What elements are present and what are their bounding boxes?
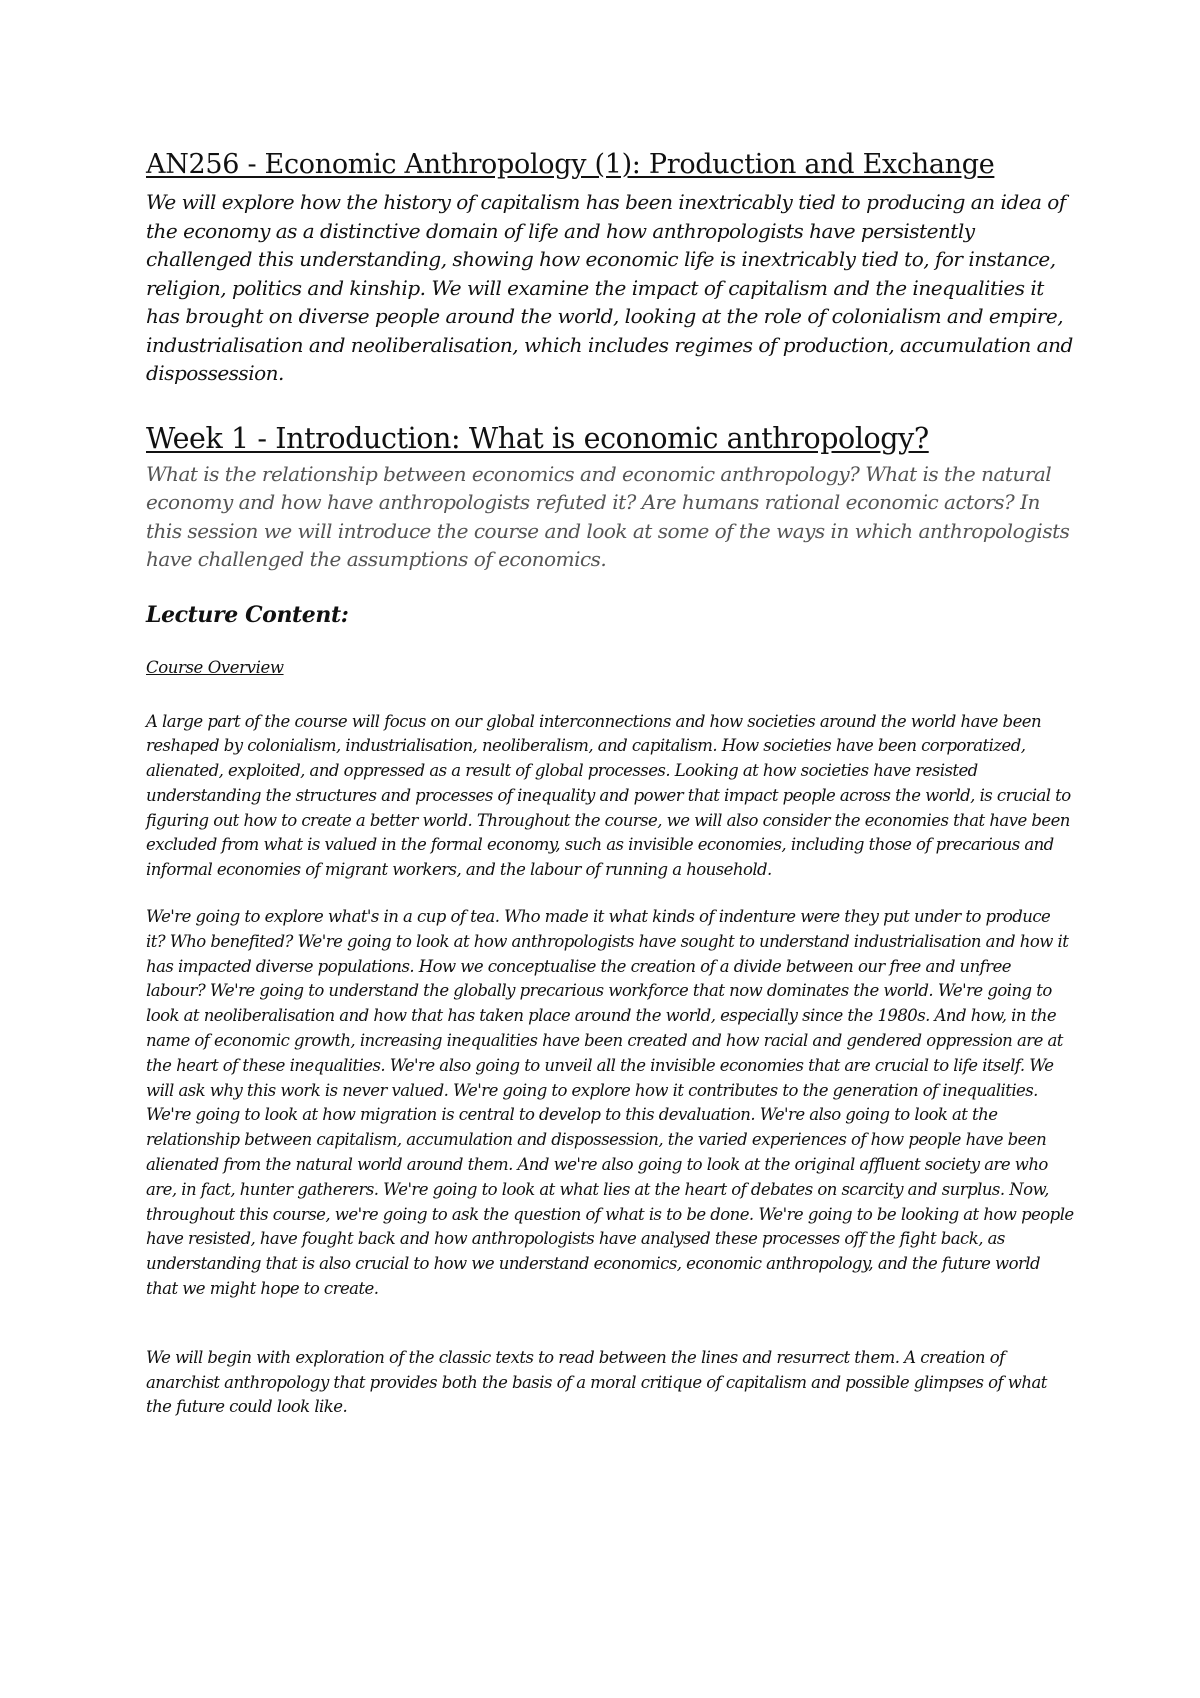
- course-title: AN256 - Economic Anthropology (1): Production and Exchange: [146, 149, 995, 180]
- overview-paragraph-1: A large part of the course will focus on our global interconnections and how societies around the world have been reshaped by colonialism, industrialisation, neoliberalism, and capitalism. How societies have been corporatized, alienated, exploited, and oppressed as a result of global processes. Looking at how societies have resisted understanding the structures and processes of inequality and power that impact people across the world, is crucial to figuring out how to create a better world. Throughout the course, we will also consider the economies that have been excluded from what is valued in the formal economy, such as invisible economies, including those of precarious and informal economies of migrant workers, and the labour of running a household.: [146, 711, 1071, 880]
- lecture-content-heading: Lecture Content:: [146, 601, 349, 628]
- week-description: What is the relationship between economics and economic anthropology? What is the natural economy and how have anthropologists refuted it? Are humans rational economic actors? In this session we will introduce the course and look at some of the ways in which anthropologists have challenged the assumptions of economics.: [146, 461, 1070, 571]
- document-page: [146, 146, 1074, 1420]
- overview-paragraph-2: We're going to explore what's in a cup of tea. Who made it what kinds of indenture were they put under to produce it? Who benefited? We're going to look at how anthropologists have sought to understand industrialisation and how it has impacted diverse populations. How we conceptualise the creation of a divide between our free and unfree labour? We're going to understand the globally precarious workforce that now dominates the world. We're going to look at neoliberalisation and how that has taken place around the world, especially since the 1980s. And how, in the name of economic growth, increasing inequalities have been created and how racial and gendered oppression are at the heart of these inequalities. We're also going to unveil all the invisible economies that are crucial to life itself. We will ask why this work is never valued. We're going to explore how it contributes to the generation of inequalities. We're going to look at how migration is central to develop to this devaluation. We're also going to look at the relationship between capitalism, accumulation and dispossession, the varied experiences of how people have been alienated from the natural world around them. And we're also going to look at the original affluent society are who are, in fact, hunter gatherers. We're going to look at what lies at the heart of debates on scarcity and surplus. Now, throughout this course, we're going to ask the question of what is to be done. We're going to be looking at how people have resisted, have fought back and how anthropologists have analysed these processes off the fight back, as understanding that is also crucial to how we understand economics, economic anthropology, and the future world that we might hope to create.: [146, 907, 1074, 1299]
- course-description: We will explore how the history of capitalism has been inextricably tied to producing an idea of the economy as a distinctive domain of life and how anthropologists have persistently challenged this understanding, showing how economic life is inextricably tied to, for instance, religion, politics and kinship. We will examine the impact of capitalism and the inequalities it has brought on diverse people around the world, looking at the role of colonialism and empire, industrialisation and neoliberalisation, which includes regimes of production, accumulation and dispossession.: [146, 190, 1073, 385]
- overview-paragraph-3: We will begin with exploration of the classic texts to read between the lines and resurrect them. A creation of anarchist anthropology that provides both the basis of a moral critique of capitalism and possible glimpses of what the future could look like.: [146, 1347, 1047, 1417]
- week-title: Week 1 - Introduction: What is economic anthropology?: [146, 421, 929, 455]
- course-overview-subheading: Course Overview: [146, 657, 284, 677]
